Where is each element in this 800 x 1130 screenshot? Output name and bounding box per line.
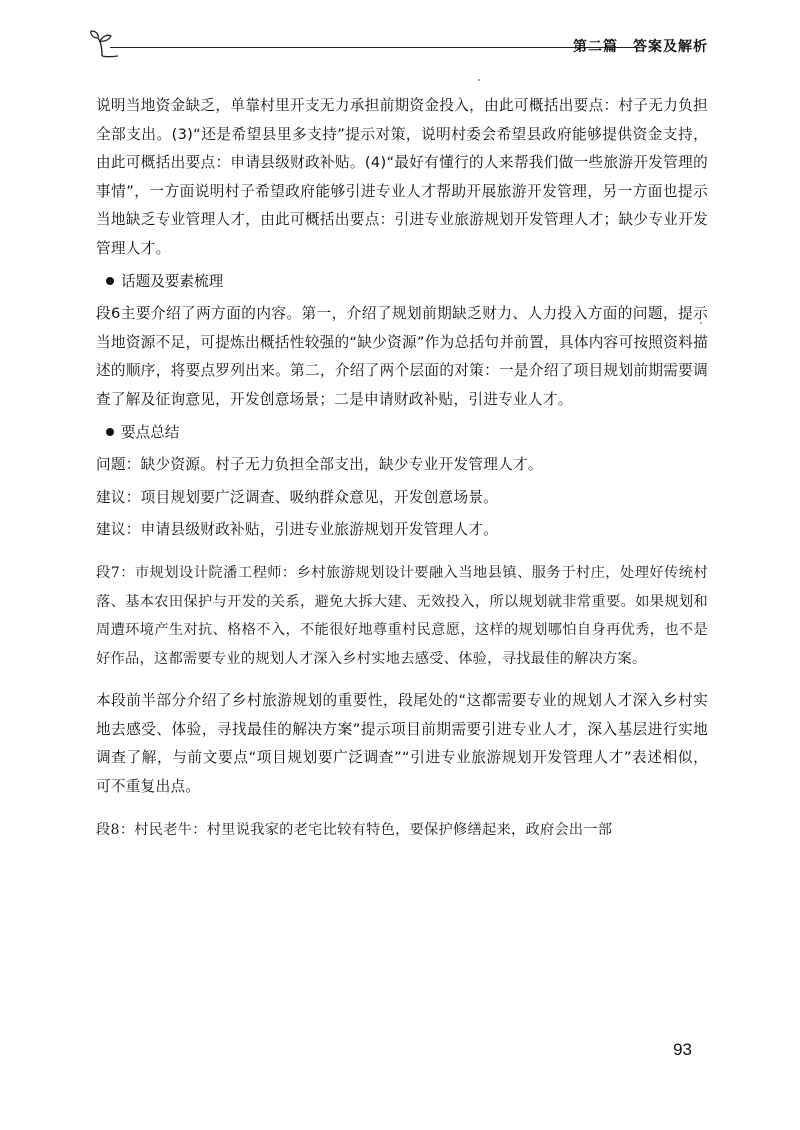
sprout-icon [88, 30, 118, 58]
summary-problem: 问题：缺少资源。村子无力负担全部支出，缺少专业开发管理人才。 [96, 456, 543, 474]
bullet-heading-label: 要点总结 [121, 423, 180, 441]
bullet-heading-label: 话题及要素梳理 [121, 272, 224, 290]
quoted-source-paragraph-7: 段7：市规划设计院潘工程师：乡村旅游规划设计要融入当地县镇、服务于村庄，处理好传统村落、基本农田保护与开发的关系，避免大拆大建、无效投入，所以规划就非常重要。如果规划和周遭环境产生对抗、格格不入，不能很好地尊重村民意愿，这样的规划哪怕自身再优秀，也不是好作品，这都需要专业的规划人才深入乡村实地去感受、体验，寻找最佳的解决方案。 [96, 564, 708, 667]
bullet-heading-summary [96, 419, 708, 448]
bullet-dot-icon [106, 428, 114, 436]
page-number: 93 [673, 1040, 692, 1059]
bullet-dot-icon [106, 277, 114, 285]
summary-advice: 建议：申请县级财政补贴，引进专业旅游规划开发管理人才。 [96, 521, 499, 539]
scan-speck [478, 79, 480, 81]
paragraph-analysis-continued: 说明当地资金缺乏，单靠村里开支无力承担前期资金投入，由此可概括出要点：村子无力负担全部支出。(3)“还是希望县里多支持”提示对策，说明村委会希望县政府能够提供资金支持，由此可概括出要点：申请县级财政补贴。(4)“最好有懂行的人来帮我们做一些旅游开发管理的事情”，一方面说明村子希望政府能够引进专业人才帮助开展旅游开发管理，另一方面也提示当地缺乏专业管理人才，由此可概括出要点：引进专业旅游规划开发管理人才；缺少专业开发管理人才。 [96, 97, 708, 257]
paragraph-topic-analysis: 段6主要介绍了两方面的内容。第一，介绍了规划前期缺乏财力、人力投入方面的问题，提示当地资源不足，可提炼出概括性较强的“缺少资源”作为总括句并前置，具体内容可按照资料描述的顺序，将要点罗列出来。第二，介绍了两个层面的对策：一是介绍了项目规划前期需要调查了解及征询意见，开发创意场景；二是申请财政补贴，引进专业人才。 [96, 305, 708, 408]
scan-speck [700, 322, 702, 324]
summary-advice: 建议：项目规划要广泛调查、吸纳群众意见，开发创意场景。 [96, 488, 499, 506]
running-header [88, 30, 710, 60]
main-text [96, 92, 708, 844]
bullet-heading-topic [96, 268, 708, 297]
header-rule [110, 47, 640, 48]
quoted-source-paragraph-8: 段8：村民老牛：村里说我家的老宅比较有特色，要保护修缮起来，政府会出一部 [96, 821, 613, 838]
paragraph-7-analysis: 本段前半部分介绍了乡村旅游规划的重要性，段尾处的“这都需要专业的规划人才深入乡村实地去感受、体验，寻找最佳的解决方案”提示项目前期需要引进专业人才，深入基层进行实地调查了解，与前文要点“项目规划要广泛调查”“引进专业旅游规划开发管理人才”表述相似，可不重复出点。 [96, 692, 708, 796]
section-title: 第二篇 答案及解析 [573, 39, 708, 55]
